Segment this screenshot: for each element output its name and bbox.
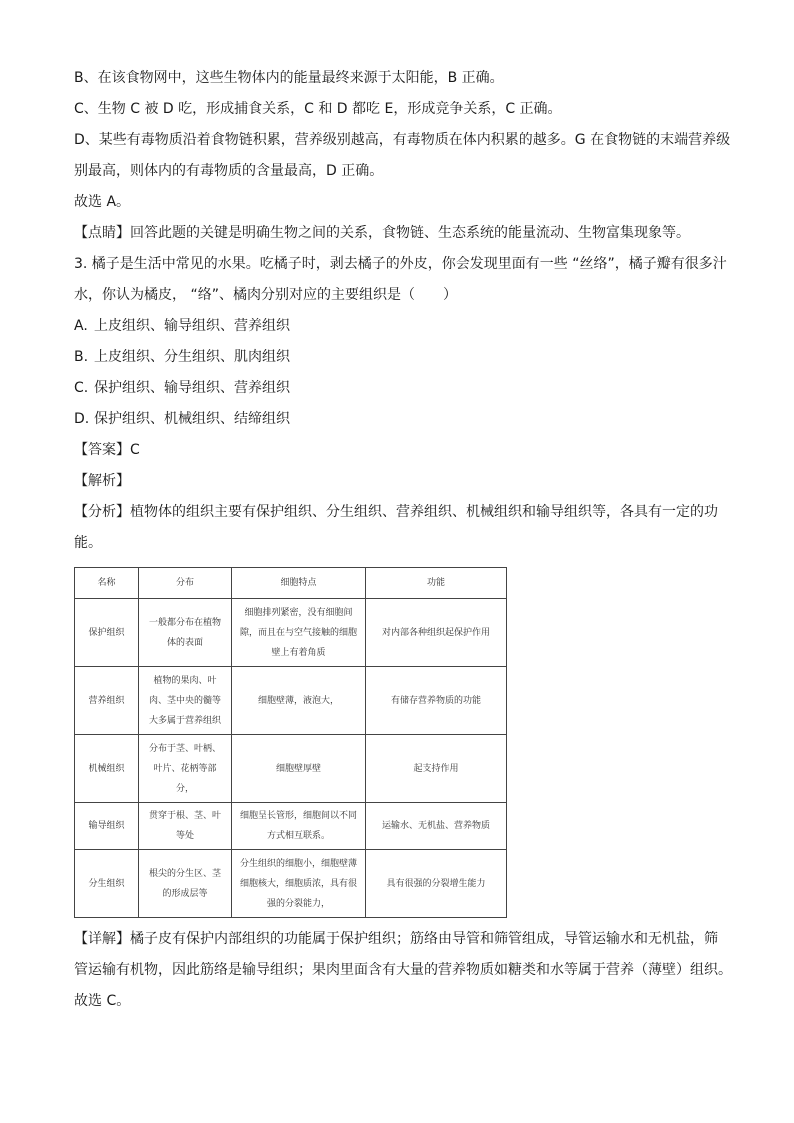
table-row bbox=[75, 850, 507, 918]
table-cell-function: 有储存营养物质的功能 bbox=[366, 667, 507, 735]
table-header-function: 功能 bbox=[366, 568, 507, 599]
option-c-label: C. bbox=[74, 380, 89, 396]
fenxi-line1: 【分析】植物体的组织主要有保护组织、分生组织、营养组织、机械组织和输导组织等，各具有一定的功 bbox=[74, 504, 718, 520]
option-d-text: 保护组织、机械组织、结缔组织 bbox=[94, 411, 290, 427]
paragraph-option-d-explanation-line2: 别最高，则体内的有毒物质的含量最高，D 正确。 bbox=[74, 163, 384, 179]
table-cell-function: 具有很强的分裂增生能力 bbox=[366, 850, 507, 918]
table-cell-cell-features: 细胞排列紧密，没有细胞间隙，而且在与空气接触的细胞壁上有着角质 bbox=[232, 599, 366, 667]
paragraph-dianjing: 【点睛】回答此题的关键是明确生物之间的关系，食物链、生态系统的能量流动、生物富集现象等。 bbox=[74, 225, 690, 241]
choose-c-line: 故选 C。 bbox=[74, 993, 131, 1009]
option-b bbox=[74, 342, 730, 373]
table-cell-function: 运输水、无机盐、营养物质 bbox=[366, 803, 507, 850]
table-cell-cell-features: 细胞呈长管形，细胞间以不同方式相互联系。 bbox=[232, 803, 366, 850]
table-cell-name: 保护组织 bbox=[75, 599, 139, 667]
table-cell-distribution: 分布于茎、叶柄、叶片、花柄等部分， bbox=[139, 735, 232, 803]
option-c-text: 保护组织、输导组织、营养组织 bbox=[94, 380, 290, 396]
table-header-row bbox=[75, 568, 507, 599]
xiangjie-line2: 管运输有机物，因此筋络是输导组织；果肉里面含有大量的营养物质如糖类和水等属于营养（薄壁）组织。 bbox=[74, 962, 732, 978]
question-3-line2: 水，你认为橘皮， “络”、橘肉分别对应的主要组织是（ ） bbox=[74, 287, 457, 303]
paragraph-option-b-explanation: B、在该食物网中，这些生物体内的能量最终来源于太阳能，B 正确。 bbox=[74, 70, 504, 86]
question-3-line1: 3. 橘子是生活中常见的水果。吃橘子时，剥去橘子的外皮，你会发现里面有一些 “丝络”，橘子瓣有很多汁 bbox=[74, 256, 727, 272]
table-header-distribution: 分布 bbox=[139, 568, 232, 599]
table-cell-distribution: 一般都分布在植物体的表面 bbox=[139, 599, 232, 667]
paragraph-option-d-explanation-line1: D、某些有毒物质沿着食物链积累，营养级别越高，有毒物质在体内积累的越多。G 在食物链的末端营养级 bbox=[74, 132, 731, 148]
option-d bbox=[74, 404, 730, 435]
table-row bbox=[75, 599, 507, 667]
option-c bbox=[74, 373, 730, 404]
table-cell-cell-features: 分生组织的细胞小，细胞壁薄细胞核大，细胞质浓，具有很强的分裂能力， bbox=[232, 850, 366, 918]
tissue-table bbox=[74, 567, 507, 918]
option-a-label: A. bbox=[74, 318, 88, 334]
table-header-name: 名称 bbox=[75, 568, 139, 599]
table-row bbox=[75, 803, 507, 850]
table-cell-cell-features: 细胞壁厚壁 bbox=[232, 735, 366, 803]
table-cell-function: 起支持作用 bbox=[366, 735, 507, 803]
table-row bbox=[75, 735, 507, 803]
table-cell-name: 分生组织 bbox=[75, 850, 139, 918]
document-page bbox=[74, 63, 730, 1017]
table-cell-name: 输导组织 bbox=[75, 803, 139, 850]
paragraph-option-c-explanation: C、生物 C 被 D 吃，形成捕食关系，C 和 D 都吃 E，形成竞争关系，C 正确。 bbox=[74, 101, 562, 117]
option-a-text: 上皮组织、输导组织、营养组织 bbox=[94, 318, 290, 334]
table-header-cell-features: 细胞特点 bbox=[232, 568, 366, 599]
option-a bbox=[74, 311, 730, 342]
xiangjie-line1: 【详解】橘子皮有保护内部组织的功能属于保护组织；筋络由导管和筛管组成，导管运输水和无机盐，筛 bbox=[74, 931, 718, 947]
option-b-text: 上皮组织、分生组织、肌肉组织 bbox=[94, 349, 290, 365]
table-cell-distribution: 贯穿于根、茎、叶等处 bbox=[139, 803, 232, 850]
fenxi-line2: 能。 bbox=[74, 535, 102, 551]
jiexi-heading: 【解析】 bbox=[74, 473, 130, 489]
option-d-label: D. bbox=[74, 411, 90, 427]
table-cell-distribution: 根尖的分生区、茎的形成层等 bbox=[139, 850, 232, 918]
table-cell-cell-features: 细胞壁薄，液泡大， bbox=[232, 667, 366, 735]
paragraph-choose-a: 故选 A。 bbox=[74, 194, 131, 210]
table-cell-name: 机械组织 bbox=[75, 735, 139, 803]
answer-line: 【答案】C bbox=[74, 442, 140, 458]
table-cell-name: 营养组织 bbox=[75, 667, 139, 735]
option-b-label: B. bbox=[74, 349, 89, 365]
table-cell-function: 对内部各种组织起保护作用 bbox=[366, 599, 507, 667]
table-row bbox=[75, 667, 507, 735]
table-cell-distribution: 植物的果肉、叶肉、茎中央的髓等大多属于营养组织 bbox=[139, 667, 232, 735]
